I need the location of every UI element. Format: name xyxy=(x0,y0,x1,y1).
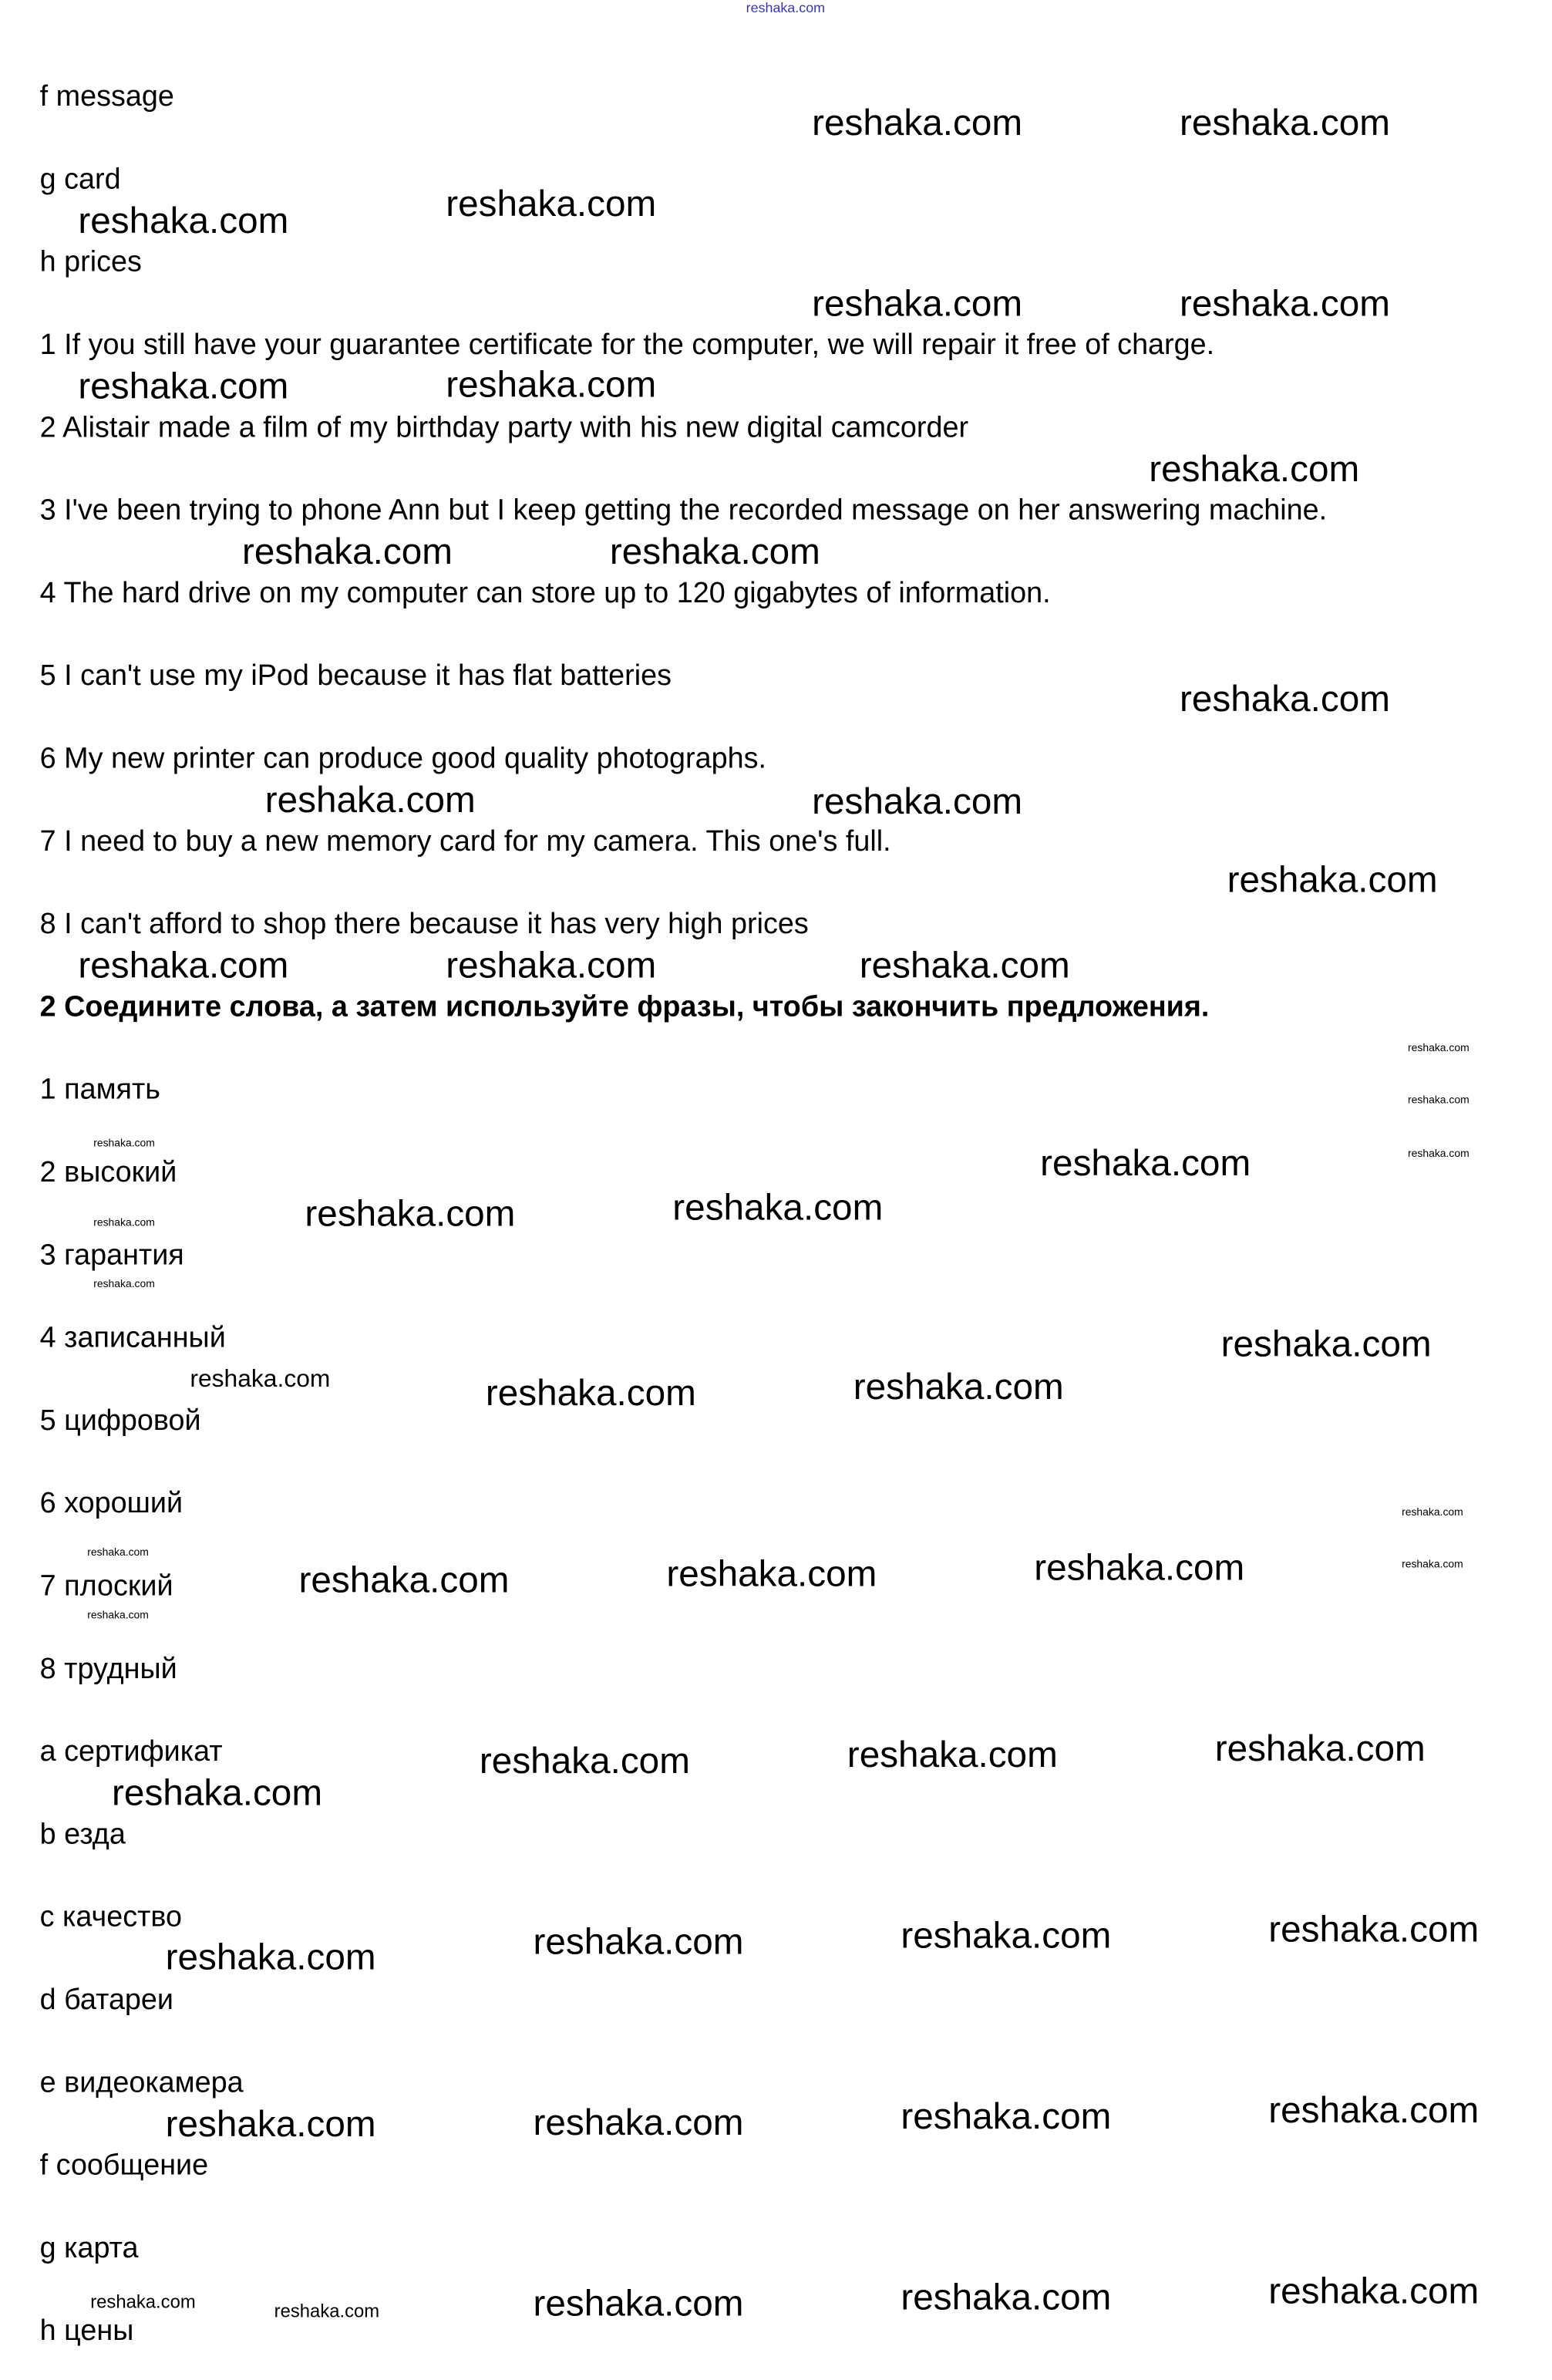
text-line: 1 If you still have your guarantee certificate for the computer, we will repair it free of charge. xyxy=(39,329,1215,362)
watermark-text: reshaka.com xyxy=(479,1741,690,1782)
text-line: 2 высокий xyxy=(39,1157,177,1189)
watermark-text: reshaka.com xyxy=(78,366,289,408)
text-line: e видеокамера xyxy=(39,2067,244,2100)
text-line: f сообщение xyxy=(39,2149,209,2183)
watermark-text: reshaka.com xyxy=(241,531,453,574)
watermark-text: reshaka.com xyxy=(446,364,657,406)
watermark-text: reshaka.com xyxy=(1402,1559,1463,1571)
watermark-text: reshaka.com xyxy=(1227,859,1438,902)
watermark-text: reshaka.com xyxy=(1268,1909,1480,1951)
text-line: f message xyxy=(39,81,174,114)
watermark-text: reshaka.com xyxy=(812,283,1023,325)
watermark-text: reshaka.com xyxy=(1034,1547,1245,1589)
text-line: h цены xyxy=(39,2315,134,2348)
text-line: d батареи xyxy=(39,1984,174,2017)
section-heading: 2 Соедините слова, а затем используйте фразы, чтобы закончить предложения. xyxy=(39,991,1210,1024)
watermark-text: reshaka.com xyxy=(87,1547,149,1559)
watermark-text: reshaka.com xyxy=(87,1610,149,1622)
text-line: 6 хороший xyxy=(39,1488,183,1521)
watermark-text: reshaka.com xyxy=(93,1279,155,1291)
watermark-text: reshaka.com xyxy=(609,531,820,574)
text-line: g карта xyxy=(39,2233,139,2265)
watermark-text: reshaka.com xyxy=(853,1367,1064,1409)
watermark-text: reshaka.com xyxy=(1214,1728,1426,1770)
watermark-text: reshaka.com xyxy=(533,1921,744,1964)
watermark-text: reshaka.com xyxy=(1220,1323,1432,1366)
watermark-text: reshaka.com xyxy=(112,1772,323,1815)
text-line: b езда xyxy=(39,1819,126,1852)
watermark-text: reshaka.com xyxy=(305,1193,516,1236)
watermark-text: reshaka.com xyxy=(812,103,1023,144)
watermark-text: reshaka.com xyxy=(1149,449,1360,490)
text-line: 7 плоский xyxy=(39,1570,173,1603)
watermark-text: reshaka.com xyxy=(190,1367,331,1394)
watermark-text: reshaka.com xyxy=(90,2291,196,2313)
text-line: a сертификат xyxy=(39,1736,223,1768)
watermark-text: reshaka.com xyxy=(1040,1143,1251,1185)
watermark-text: reshaka.com xyxy=(485,1373,696,1415)
header-watermark: reshaka.com xyxy=(746,0,826,15)
text-line: 3 I've been trying to phone Ann but I keep getting the recorded message on her answering machine. xyxy=(39,494,1328,528)
text-line: 8 I can't afford to shop there because it has very high prices xyxy=(39,909,809,942)
watermark-text: reshaka.com xyxy=(1408,1149,1470,1161)
watermark-text: reshaka.com xyxy=(812,781,1023,824)
watermark-text: reshaka.com xyxy=(1408,1095,1470,1107)
watermark-text: reshaka.com xyxy=(901,1915,1112,1957)
watermark-text: reshaka.com xyxy=(1179,283,1390,325)
watermark-text: reshaka.com xyxy=(446,184,657,226)
watermark-text: reshaka.com xyxy=(847,1734,1058,1776)
watermark-text: reshaka.com xyxy=(446,945,657,987)
watermark-text: reshaka.com xyxy=(165,2104,376,2146)
watermark-text: reshaka.com xyxy=(672,1187,884,1229)
text-line: h prices xyxy=(39,246,142,279)
watermark-text: reshaka.com xyxy=(533,2102,744,2144)
watermark-text: reshaka.com xyxy=(264,780,476,822)
text-line: 1 память xyxy=(39,1074,160,1107)
text-line: 8 трудный xyxy=(39,1653,177,1686)
watermark-text: reshaka.com xyxy=(1268,2270,1480,2313)
watermark-text: reshaka.com xyxy=(1268,2090,1480,2132)
text-line: 4 записанный xyxy=(39,1322,226,1355)
watermark-text: reshaka.com xyxy=(298,1559,510,1602)
watermark-text: reshaka.com xyxy=(93,1218,155,1229)
text-line: 7 I need to buy a new memory card for my camera. This one's full. xyxy=(39,825,891,858)
watermark-text: reshaka.com xyxy=(1408,1043,1470,1055)
watermark-text: reshaka.com xyxy=(274,2300,380,2322)
text-line: 5 I can't use my iPod because it has flat batteries xyxy=(39,660,672,693)
text-line: 3 гарантия xyxy=(39,1239,184,1273)
text-line: 2 Alistair made a film of my birthday party with his new digital camcorder xyxy=(39,412,969,445)
watermark-text: reshaka.com xyxy=(78,945,289,987)
watermark-text: reshaka.com xyxy=(666,1553,877,1596)
text-line: g card xyxy=(39,163,121,197)
text-line: 4 The hard drive on my computer can store up to 120 gigabytes of information. xyxy=(39,578,1051,610)
watermark-text: reshaka.com xyxy=(93,1138,155,1150)
watermark-text: reshaka.com xyxy=(859,945,1070,987)
watermark-text: reshaka.com xyxy=(533,2283,744,2325)
watermark-text: reshaka.com xyxy=(165,1937,376,1979)
watermark-text: reshaka.com xyxy=(1179,103,1390,144)
watermark-text: reshaka.com xyxy=(1402,1508,1463,1519)
watermark-text: reshaka.com xyxy=(78,201,289,242)
text-line: c качество xyxy=(39,1901,183,1934)
watermark-text: reshaka.com xyxy=(901,2277,1112,2319)
text-line: 5 цифровой xyxy=(39,1405,201,1438)
watermark-text: reshaka.com xyxy=(901,2096,1112,2138)
watermark-text: reshaka.com xyxy=(1179,679,1390,720)
text-line: 6 My new printer can produce good quality photographs. xyxy=(39,743,766,776)
